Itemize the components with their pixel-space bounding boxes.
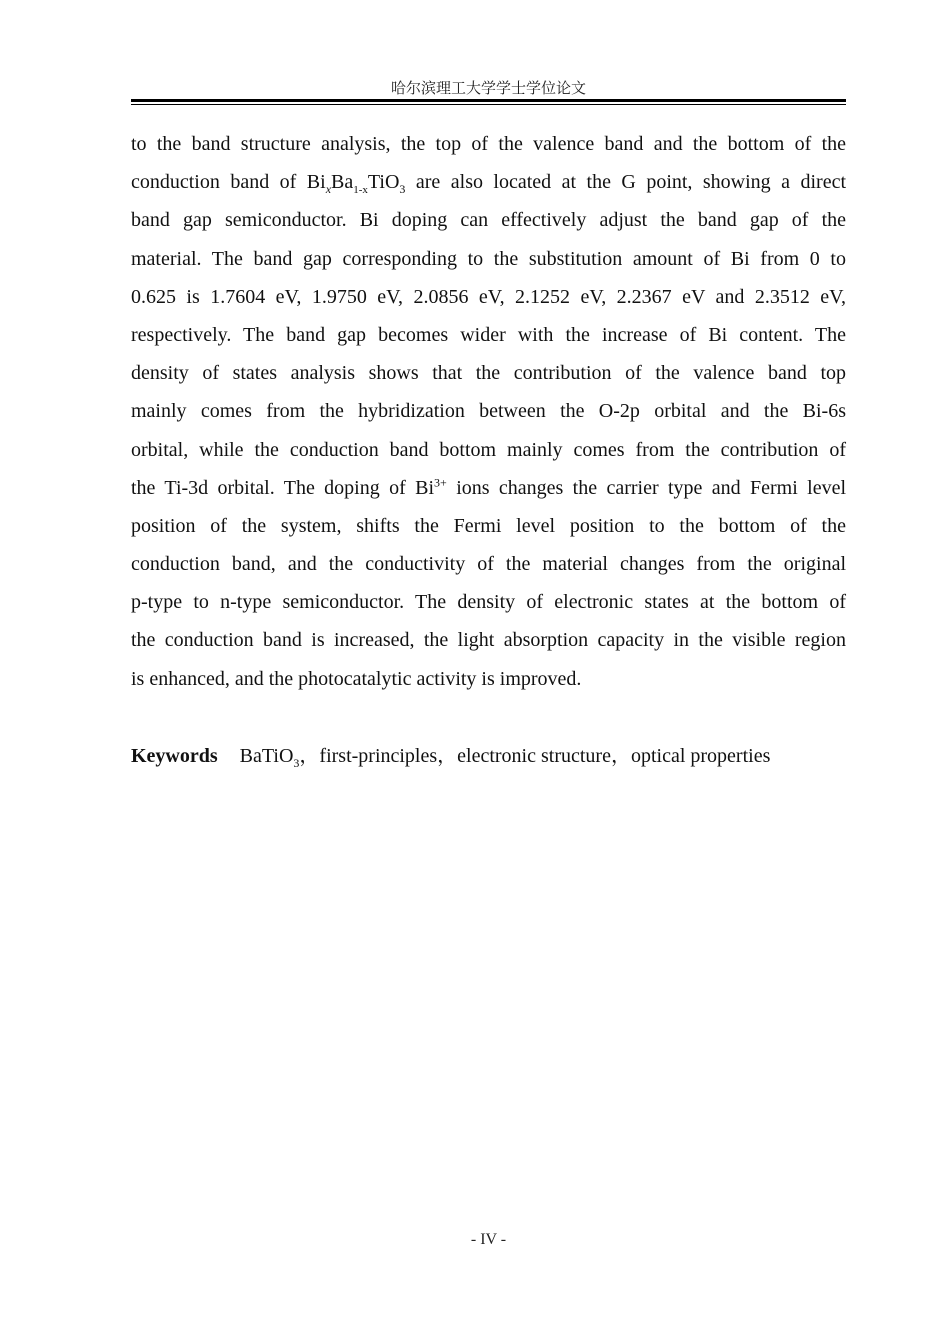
abstract-line-4: material. The band gap corresponding to the substitution amount of Bi from 0 to: [131, 247, 846, 270]
formula-tio: TiO: [367, 171, 400, 194]
abstract-line-2-text-after: are also located at the G point, showing a direct: [415, 171, 846, 194]
abstract-line-13: p-type to n-type semiconductor. The density of electronic states at the bottom of: [131, 591, 846, 614]
keyword-batio3: BaTiO$_3$: [239, 745, 300, 770]
abstract-line-1: to the band structure analysis, the top of the valence band and the bottom of the: [131, 133, 846, 155]
abstract-line-6: respectively. The band gap becomes wider with the increase of Bi content. The: [131, 323, 846, 346]
abstract-line-2-text-before: conduction band of: [131, 171, 307, 194]
keyword-first-principles: first-principles: [319, 745, 438, 767]
formula-sub-x: x: [325, 182, 332, 197]
abstract-line-10-text-after: ions changes the carrier type and Fermi level: [456, 476, 847, 499]
abstract-line-9: orbital, while the conduction band bottom mainly comes from the contribution of: [131, 438, 846, 461]
abstract-line-7: density of states analysis shows that the contribution of the valence band top: [131, 362, 846, 385]
abstract-line-8: mainly comes from the hybridization between the O-2p orbital and the Bi-6s: [131, 400, 846, 423]
keyword-electronic-structure: electronic structure: [457, 745, 611, 767]
keyword-optical-properties: optical properties: [630, 745, 771, 767]
ion-charge-superscript: 3+: [434, 475, 447, 490]
keywords-line: [131, 737, 846, 775]
abstract-line-5: 0.625 is 1.7604 eV, 1.9750 eV, 2.0856 eV, 2.1252 eV, 2.2367 eV and 2.3512 eV,: [131, 285, 846, 308]
keyword-separator: ，: [437, 745, 458, 767]
page-number: - IV -: [470, 1231, 507, 1248]
keyword-separator: ，: [610, 745, 631, 767]
formula-ba: Ba: [331, 171, 354, 194]
abstract-line-12: conduction band, and the conductivity of the material changes from the original: [131, 553, 846, 576]
running-header: 哈尔滨理工大学学士学位论文: [390, 79, 586, 97]
abstract-line-11: position of the system, shifts the Fermi level position to the bottom of the: [131, 514, 846, 537]
keywords-label: Keywords: [131, 745, 218, 767]
formula-sub-3: 3: [399, 182, 406, 197]
header-rule-thin: [131, 104, 846, 105]
abstract-line-3: band gap semiconductor. Bi doping can effectively adjust the band gap of the: [131, 209, 846, 232]
abstract-line-2: [131, 163, 846, 201]
abstract-line-15: is enhanced, and the photocatalytic activity is improved.: [131, 667, 582, 690]
abstract-line-14: the conduction band is increased, the light absorption capacity in the visible region: [131, 629, 846, 652]
keyword-separator: ，: [299, 745, 320, 767]
header-rule-thick: [131, 99, 846, 102]
formula-bixba1-xtio3: [306, 171, 406, 197]
formula-bi: Bi: [306, 171, 326, 194]
abstract-line-10-text-before: the Ti-3d orbital. The doping of Bi: [131, 476, 435, 499]
abstract-line-10: [131, 469, 846, 507]
formula-sub-1-x: 1-x: [353, 184, 368, 197]
abstract-body: [131, 125, 846, 698]
